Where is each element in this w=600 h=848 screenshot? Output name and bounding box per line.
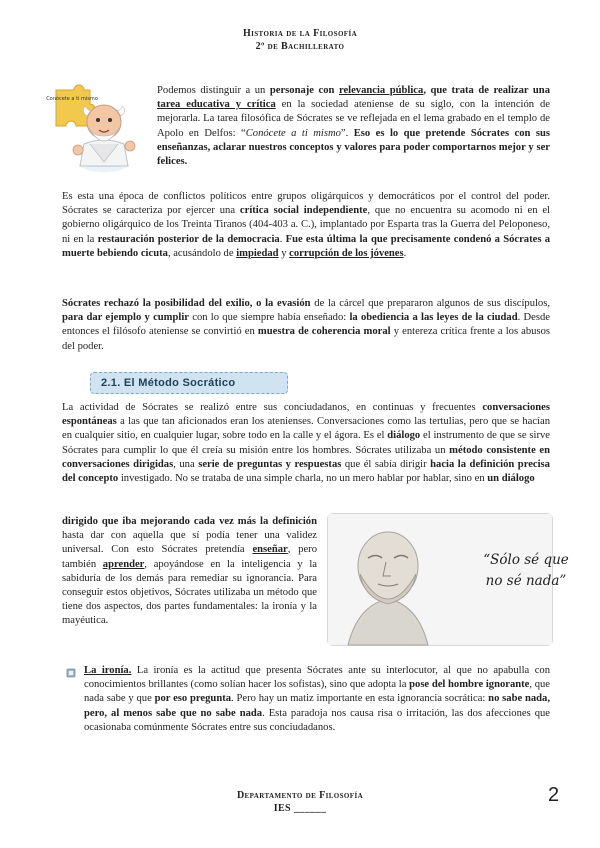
footer-school: IES ______ <box>273 803 327 814</box>
mascot-label: Conócete a ti mismo <box>46 96 98 102</box>
section-heading-box <box>90 372 288 394</box>
quote-line-2: no sé nada” <box>485 573 567 589</box>
context-paragraph: Es esta una época de conflictos políticos entre grupos oligárquicos y democráticos por el control del poder. Sócrates se caracteriza por ejercer una crítica social independiente, que no encuentra su acomodo ni en el gobierno oligárquico de los Treinta Tiranos (404-403 a. C.), implantado por Esparta tras la Guerra del Peloponeso, ni en la restauración posterior de la democracia. Fue esta última la que precisamente condenó a Sócrates a muerte bebiendo cicuta, acusándolo de impiedad y corrupción de los jóvenes. <box>62 191 551 259</box>
intro-paragraph: Podemos distinguir a un personaje con relevancia pública, que trata de realizar una tarea educativa y crítica en la sociedad ateniense de su siglo, con la intención de mejorarla. La tarea filosófica de Sócrates se ve reflejada en el lema grabado en el templo de Apolo en Delfos: “Conócete a ti mismo”. Eso es lo que pretende Sócrates con sus enseñanzas, aclarar nuestros conceptos y valores para poder comportarnos mejor y ser felices. <box>157 85 550 168</box>
bullet-icon <box>66 668 76 678</box>
socrates-mascot-illustration <box>46 84 142 172</box>
footer-department: Departamento de Filosofía <box>236 790 364 801</box>
method-continuation-paragraph: dirigido que iba mejorando cada vez más la definición hasta dar con aquella que sí podía tener una validez universal. Con esto Sócrates pretendía enseñar, pero también aprender, apoyándose en la inteligencia y la sabiduría de los demás para remediar su ignorancia. Para conseguir estos objetivos, Sócrates utilizaba un método que tiene dos aspectos, dos partes fundamentales: la ironía y la mayéutica. <box>62 516 318 627</box>
socrates-quote <box>476 550 576 592</box>
header-subtitle: 2º de Bachillerato <box>255 41 345 52</box>
quote-line-1: “Sólo sé que <box>483 552 569 568</box>
method-paragraph: La actividad de Sócrates se realizó entre sus conciudadanos, en continuas y frecuentes conversaciones espontáneas a las que tan aficionados eran los atenienses. Conversaciones como las tertulias, pero que se hacían en cualquier sitio, en cualquier lugar, sobre todo en la calle y el ágora. Es el diálogo el instrumento de que se sirve Sócrates para cumplir lo que él creía su misión entre los hombres. Sócrates utilizaba un método consistente en conversaciones dirigidas, una serie de preguntas y respuestas que él sabía dirigir hacia la definición precisa del concepto investigado. No se trataba de una simple charla, no un mero hablar por hablar, sino en un diálogo <box>62 402 550 485</box>
irony-paragraph: La ironía. La ironía es la actitud que presenta Sócrates ante su interlocutor, al que no apabulla con conocimientos brillantes (como solían hacer los sofistas), sino que adopta la pose del hombre ignorante, que nada sabe y que por eso pregunta. Pero hay un matiz importante en esta ignorancia socrática: no sabe nada, pero, al menos sabe que no sabe nada. Esta paradoja nos causa risa o irritación, las dos afecciones que ocasionaba comúnmente Sócrates entre sus conciudadanos. <box>84 665 551 733</box>
exile-paragraph: Sócrates rechazó la posibilidad del exilio, o la evasión de la cárcel que prepararon algunos de sus discípulos, para dar ejemplo y cumplir con lo que siempre había enseñado: la obediencia a las leyes de la ciudad. Desde entonces el filósofo ateniense se convirtió en muestra de coherencia moral y entereza crítica frente a los abusos del poder. <box>62 298 551 352</box>
header-title: Historia de la Filosofía <box>242 28 358 39</box>
page-number: 2 <box>548 784 560 806</box>
section-heading: 2.1. El Método Socrático <box>101 377 236 389</box>
